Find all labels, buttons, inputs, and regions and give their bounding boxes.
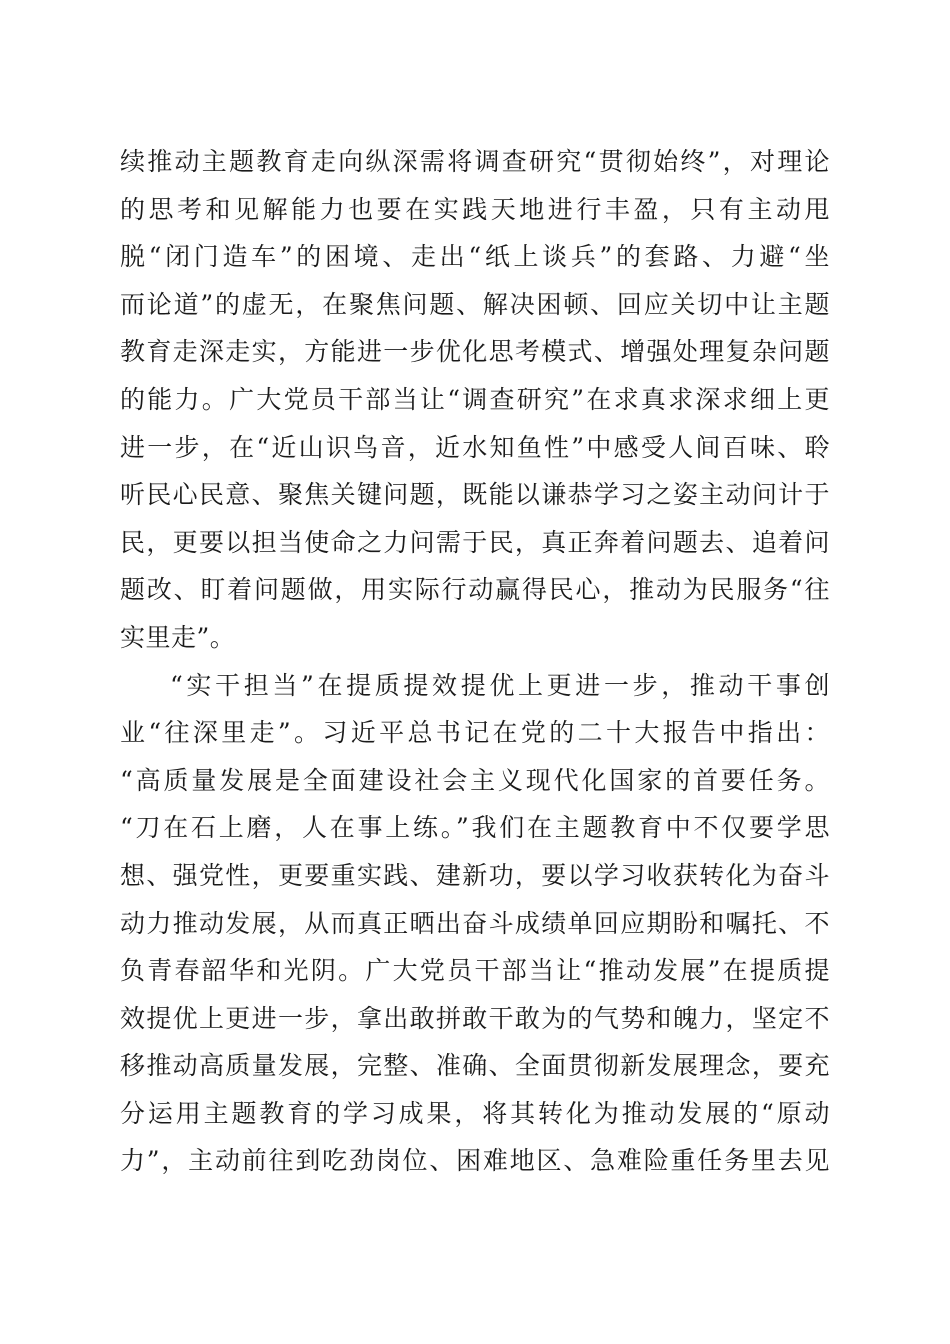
text-line: 分运用主题教育的学习成果，将其转化为推动发展的“原动 (120, 1098, 830, 1128)
text-line: 业“往深里走”。习近平总书记在党的二十大报告中指出： (120, 718, 830, 748)
text-line: 教育走深走实，方能进一步优化思考模式、增强处理复杂问题 (120, 337, 830, 367)
text-line: 进一步，在“近山识鸟音，近水知鱼性”中感受人间百味、聆 (120, 432, 830, 462)
text-line: 题改、盯着问题做，用实际行动赢得民心，推动为民服务“往 (120, 575, 830, 605)
text-line: 效提优上更进一步，拿出敢拼敢干敢为的气势和魄力，坚定不 (120, 1003, 830, 1033)
text-line: 的能力。广大党员干部当让“调查研究”在求真求深求细上更 (120, 384, 830, 414)
text-line: 负青春韶华和光阴。广大党员干部当让“推动发展”在提质提 (120, 956, 830, 986)
paragraph-1 (120, 138, 830, 662)
text-line: 听民心民意、聚焦关键问题，既能以谦恭学习之姿主动问计于 (120, 480, 830, 510)
text-line: 实里走”。 (120, 622, 236, 652)
text-line: 的思考和见解能力也要在实践天地进行丰盈，只有主动甩 (120, 194, 830, 224)
text-line: 力”，主动前往到吃劲岗位、困难地区、急难险重任务里去见 (120, 1146, 830, 1176)
text-line: 想、强党性，更要重实践、建新功，要以学习收获转化为奋斗 (120, 860, 830, 890)
text-line: 而论道”的虚无，在聚焦问题、解决困顿、回应关切中让主题 (120, 289, 830, 319)
text-line: “刀在石上磨，人在事上练。”我们在主题教育中不仅要学思 (120, 813, 830, 843)
paragraph-2 (120, 662, 830, 1186)
text-line: 脱“闭门造车”的困境、走出“纸上谈兵”的套路、力避“坐 (120, 242, 830, 272)
body-text (120, 138, 830, 1185)
text-line: 移推动高质量发展，完整、准确、全面贯彻新发展理念，要充 (120, 1051, 830, 1081)
text-line: 续推动主题教育走向纵深需将调查研究“贯彻始终”，对理论 (120, 147, 830, 176)
text-line: “实干担当”在提质提效提优上更进一步，推动干事创 (170, 670, 830, 700)
text-line: 民，更要以担当使命之力问需于民，真正奔着问题去、追着问 (120, 527, 830, 557)
text-line: “高质量发展是全面建设社会主义现代化国家的首要任务。 (120, 765, 830, 795)
text-line: 动力推动发展，从而真正晒出奋斗成绩单回应期盼和嘱托、不 (120, 908, 830, 938)
